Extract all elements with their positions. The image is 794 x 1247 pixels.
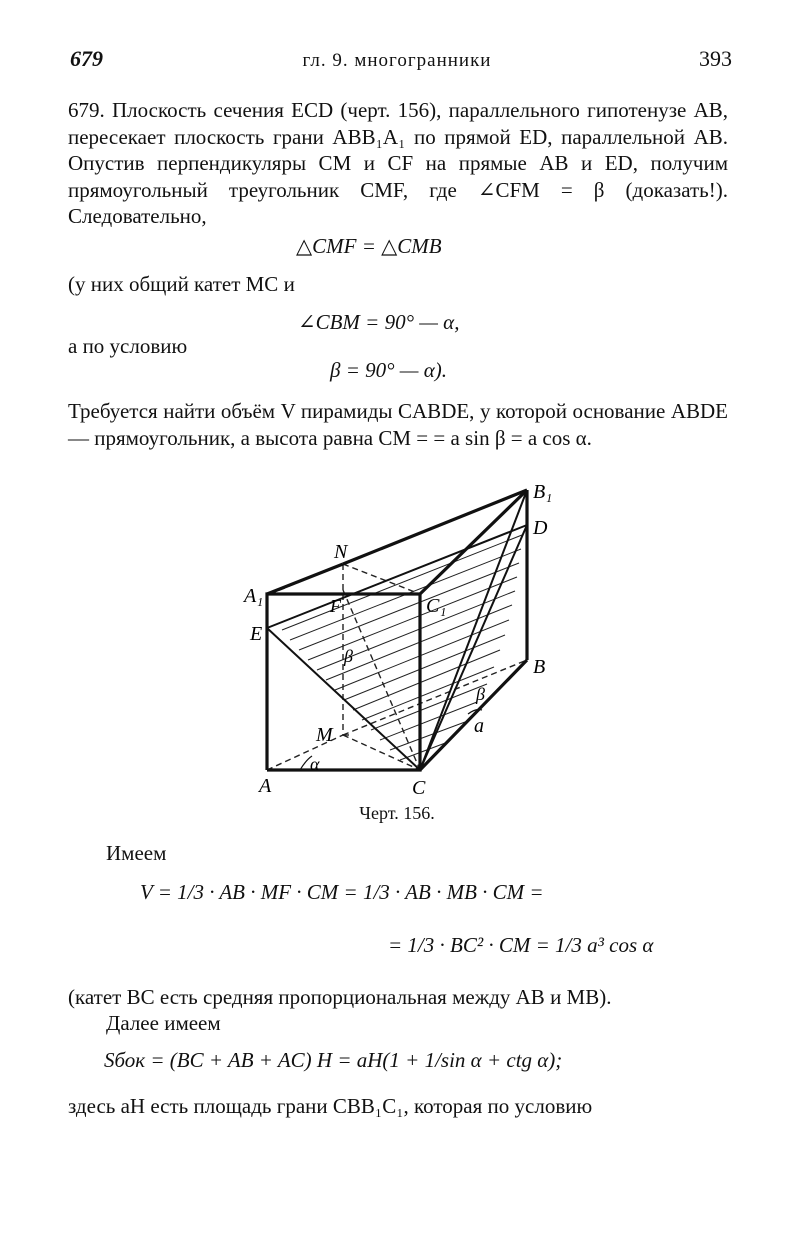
label-A1: A₁: [244, 585, 264, 607]
paragraph-volume-task: Требуется найти объём V пирамиды CABDE, у которой основание ABDE — прямоугольник, а высота равна CM = = a sin β = a cos α.: [68, 399, 728, 450]
figure-156: [240, 480, 570, 800]
equation-angle-cbm: ∠CBM = 90° — α,: [298, 310, 460, 334]
paragraph-face-area: здесь aH есть площадь грани CBB₁C₁, которая по условию: [68, 1094, 593, 1118]
equation-volume-1: V = 1/3 · AB · MF · CM = 1/3 · AB · MB · CM =: [140, 880, 544, 904]
label-beta: β: [344, 646, 353, 666]
label-B1: B₁: [533, 481, 553, 503]
label-C1: C₁: [426, 595, 447, 617]
paragraph-we-have: Имеем: [106, 841, 167, 865]
page-number-left: 679: [70, 46, 103, 71]
equation-triangles: △CMF = △CMB: [296, 234, 442, 258]
label-C: C: [412, 777, 426, 799]
label-alpha: α: [310, 754, 320, 774]
paragraph-problem-679: 679. Плоскость сечения ECD (черт. 156), параллельного гипотенузе AB, пересекает плоскость грани ABB₁A₁ по прямой ED, параллельной AB. Опустив перпендикуляры CM и CF на прямые AB и ED, получим прямоугольный треугольник CMF, где ∠CFM = β (доказать!). Следовательно,: [68, 98, 728, 228]
page-number-right: 393: [699, 46, 732, 71]
label-N: N: [334, 541, 348, 563]
label-M: M: [316, 724, 333, 746]
equation-volume-2: = 1/3 · BC² · CM = 1/3 a³ cos α: [388, 933, 654, 957]
label-D: D: [533, 517, 548, 539]
paragraph-by-condition: а по условию: [68, 334, 188, 358]
label-a: a: [474, 715, 484, 737]
label-A: A: [259, 775, 272, 797]
label-E: E: [250, 623, 263, 645]
paragraph-further: Далее имеем: [106, 1011, 221, 1035]
paragraph-common-leg: (у них общий катет MC и: [68, 272, 295, 296]
visible-edges: [267, 490, 527, 770]
label-F: F: [330, 596, 341, 616]
equation-lateral-area: Sбок = (BC + AB + AC) H = aH(1 + 1/sin α + ctg α);: [104, 1048, 563, 1072]
paragraph-mean-proportional: (катет BC есть средняя пропорциональная между AB и MB).: [68, 985, 612, 1009]
chapter-title: гл. 9. многогранники: [302, 50, 492, 71]
label-B: B: [533, 656, 546, 678]
label-beta-2: β: [476, 684, 485, 704]
equation-beta: β = 90° — α).: [330, 358, 447, 382]
figure-caption: Черт. 156.: [359, 803, 435, 823]
section-edges: [267, 490, 527, 770]
